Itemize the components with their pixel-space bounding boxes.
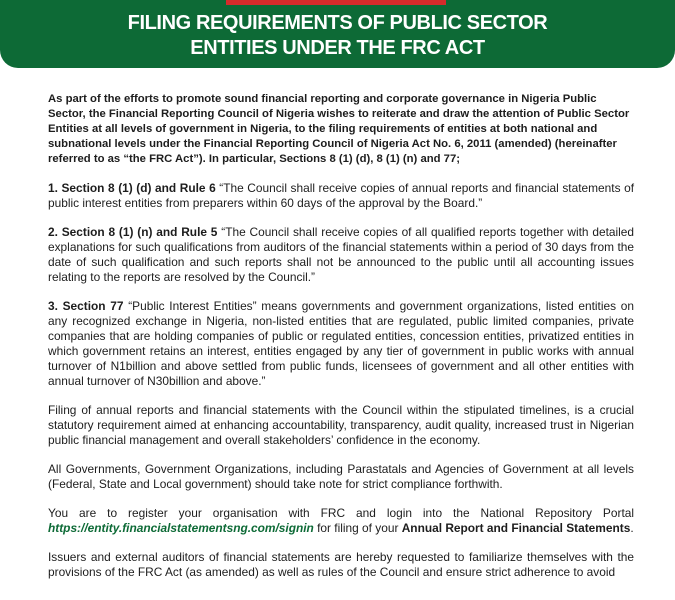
section-8-1-d-paragraph — [48, 181, 634, 211]
register-suffix: . — [630, 521, 634, 535]
section-text: “The Council shall receive copies of annual reports and financial statements of public interest entities from preparers within 60 days of the approval by the Board.” — [48, 181, 635, 210]
section-text: “The Council shall receive copies of all qualified reports together with detailed explanations for such qualifications from auditors of the financial statements within a period of 30 days from the date of such qualification and such reports shall not be announced to the public until all accounting issues relating to the reports are resolved by the Council.” — [48, 225, 634, 284]
register-bold: Annual Report and Financial Statements — [401, 521, 631, 535]
section-label: 3. Section 77 — [48, 299, 124, 313]
filing-paragraph: Filing of annual reports and financial statements with the Council within the stipulated timelines, is a crucial statutory requirement aimed at enhancing accountability, transparency, audit quality, increased trust in Nigerian public financial management and overall stakeholders’ confidence in the economy. — [48, 403, 634, 447]
governments-paragraph: All Governments, Government Organizations, including Parastatals and Agencies of Government at all levels (Federal, State and Local government) should take note for strict compliance forthwith. — [48, 462, 634, 491]
intro-paragraph: As part of the efforts to promote sound financial reporting and corporate governance in Nigeria Public Sector, the Financial Reporting Council of Nigeria wishes to reiterate and draw the attention of Public Sector Entities at all levels of government in Nigeria, to the filing requirements of entities at both national and subnational levels under the Financial Reporting Council of Nigeria Act No. 6, 2011 (amended) (hereinafter referred to as “the FRC Act”). In particular, Sections 8 (1) (d), 8 (1) (n) and 77; — [48, 93, 630, 165]
portal-link[interactable]: https://entity.financialstatementsng.com/signin — [48, 521, 314, 535]
register-paragraph — [48, 506, 634, 536]
title-line-1: FILING REQUIREMENTS OF PUBLIC SECTOR — [127, 12, 548, 34]
section-8-1-n-paragraph — [48, 225, 634, 285]
register-middle: for filing of your — [313, 521, 402, 535]
issuers-paragraph: Issuers and external auditors of financial statements are hereby requested to familiarize themselves with the provisions of the FRC Act (as amended) as well as rules of the Council and ensure strict adherence to avoid — [48, 550, 634, 579]
section-77-paragraph — [48, 299, 634, 389]
section-label: 1. Section 8 (1) (d) and Rule 6 — [48, 181, 216, 195]
header-banner — [0, 0, 675, 68]
section-label: 2. Section 8 (1) (n) and Rule 5 — [48, 225, 218, 239]
register-prefix: You are to register your organisation with FRC and login into the National Repository Portal — [48, 506, 634, 520]
title-line-2: ENTITIES UNDER THE FRC ACT — [190, 37, 485, 59]
document-body — [48, 92, 634, 594]
red-accent-bar — [226, 0, 446, 5]
section-text: “Public Interest Entities” means governments and government organizations, listed entities on any recognized exchange in Nigeria, non-listed entities that are regulated, public limited companies, private companies that are holding companies of public or regulated entities, concession entities, privatized entities in which government retains an interest, entities engaged by any tier of government in public works with annual turnover of N1billion and above settled from public funds, licensees of government and all other entities with annual turnover of N30billion and above.” — [48, 299, 634, 388]
page-title — [0, 11, 675, 61]
